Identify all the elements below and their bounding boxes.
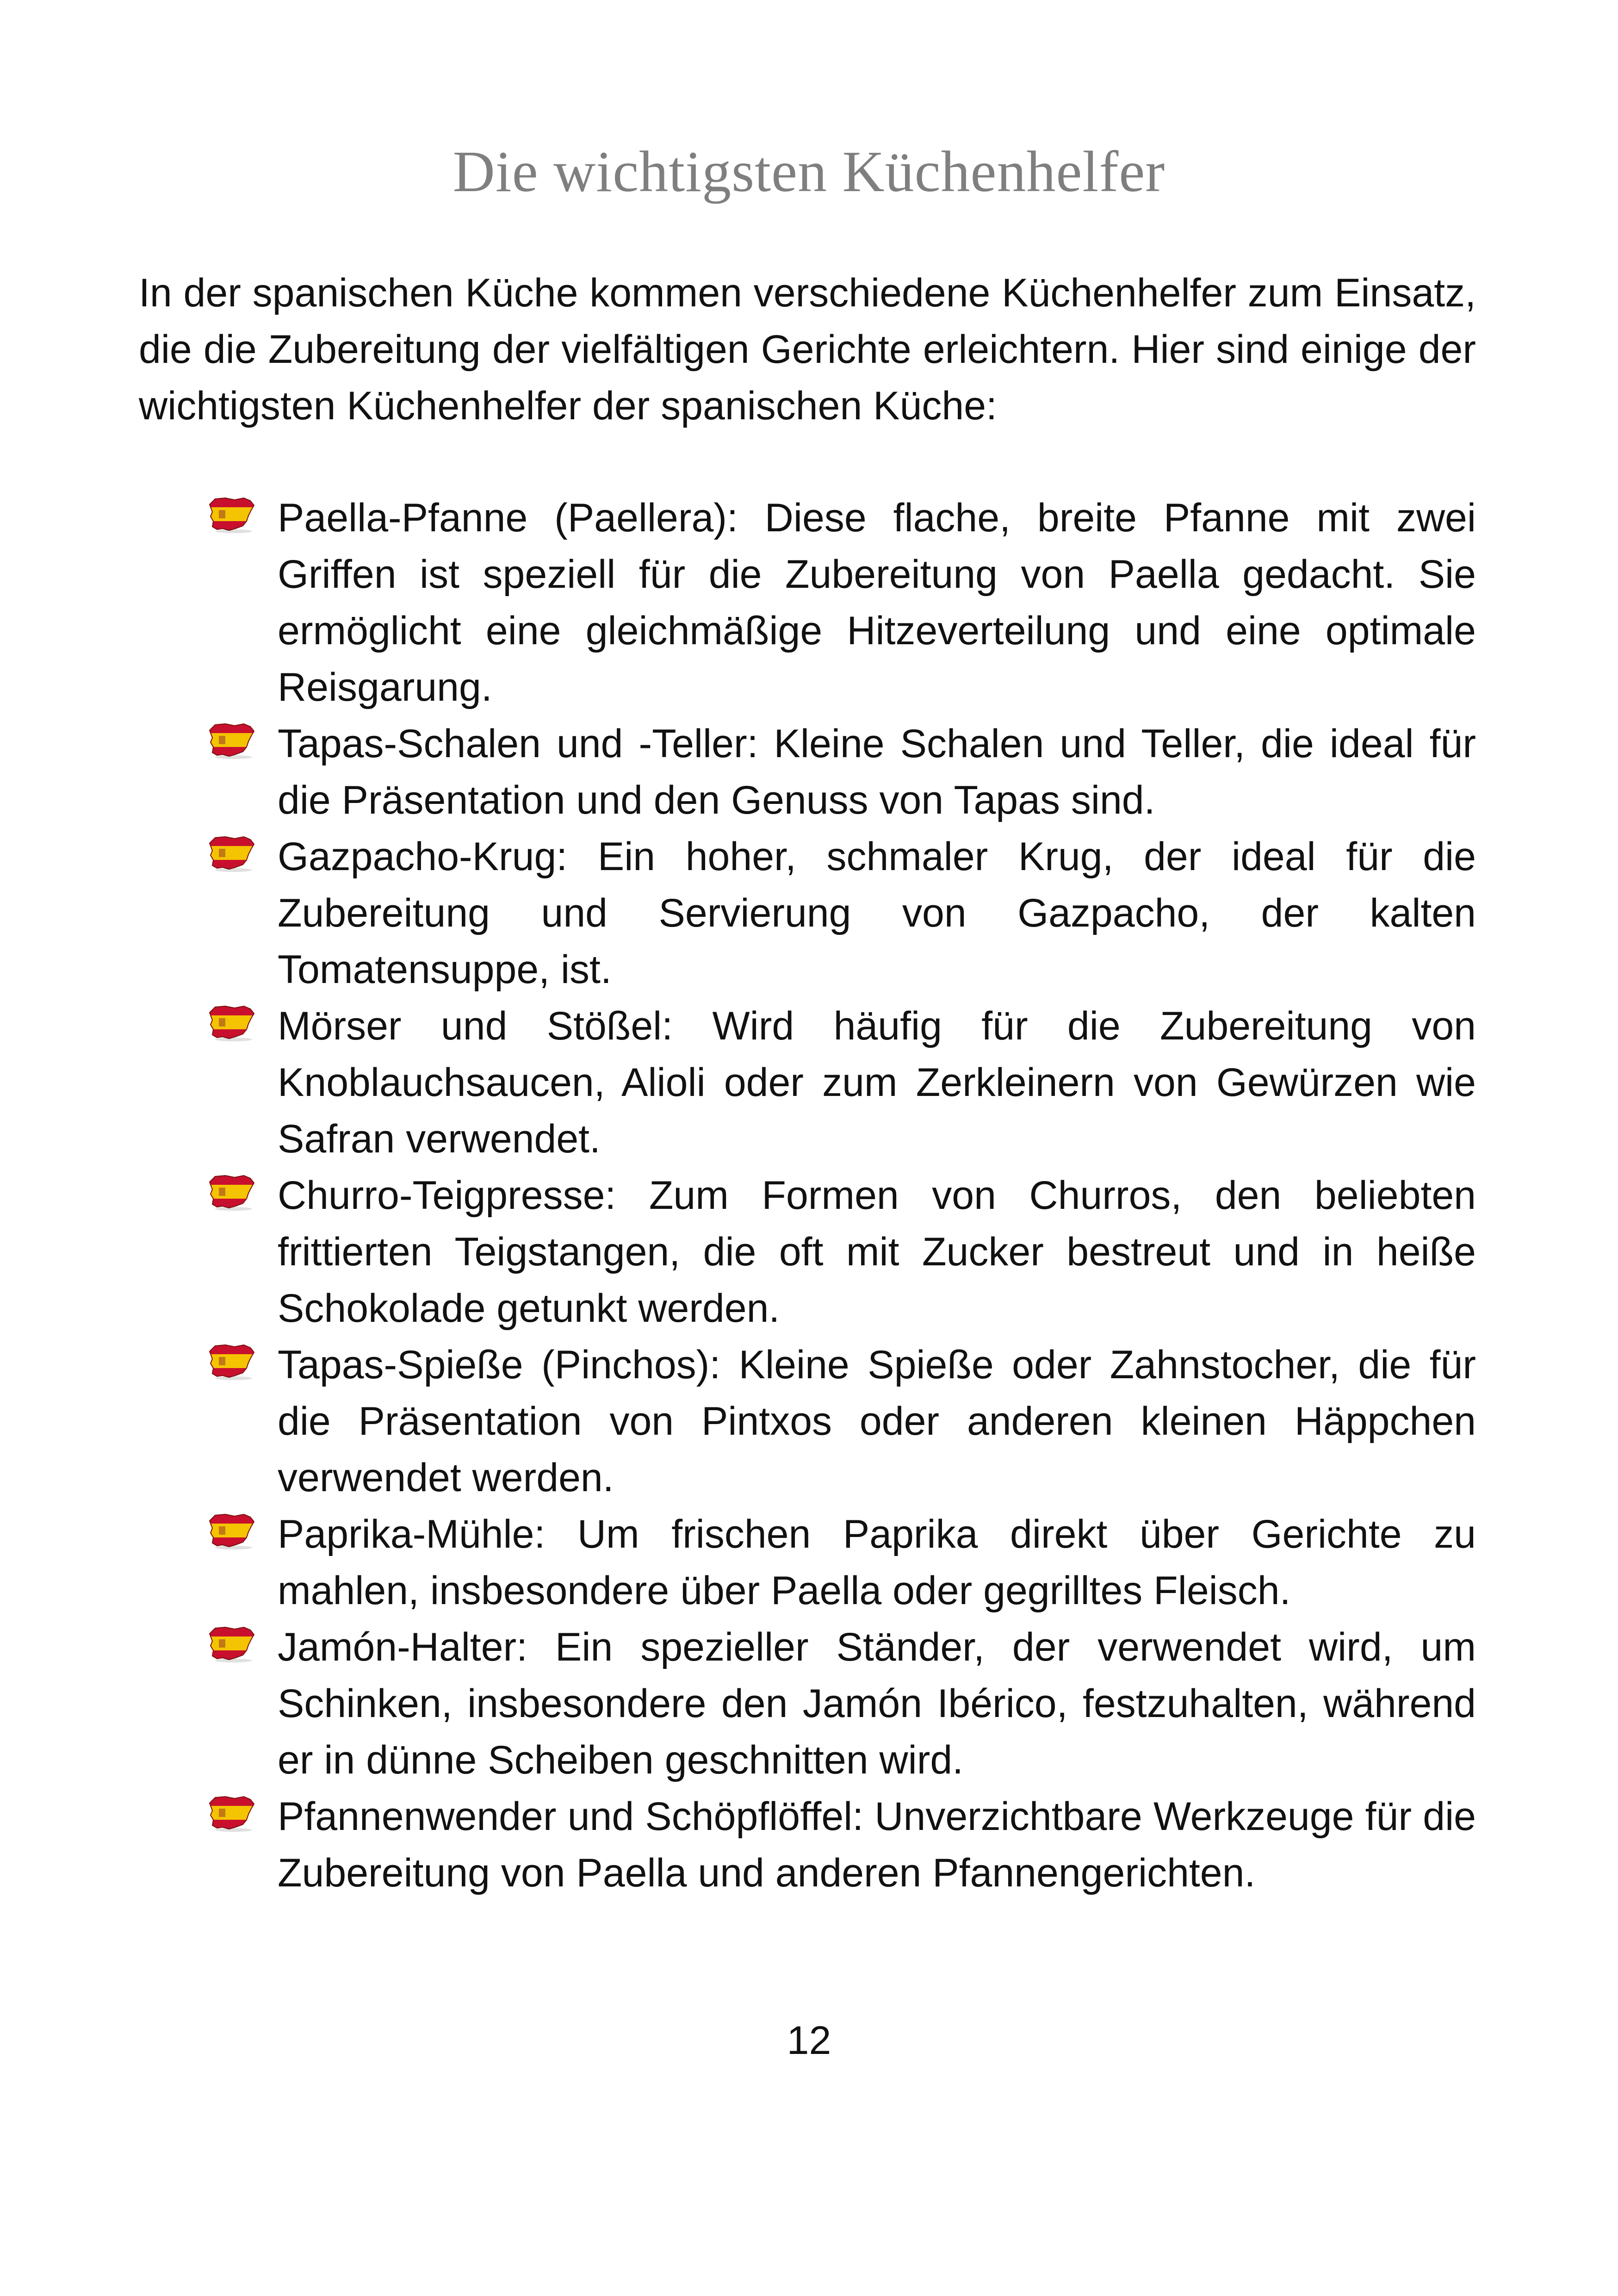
page-title: Die wichtigsten Küchenhelfer [453,140,1165,204]
kitchen-tools-list [206,490,1476,1901]
spain-flag-map-icon [206,1624,257,1662]
list-item [206,1619,1476,1788]
spain-flag-map-icon [206,494,257,533]
spain-flag-map-icon [206,1793,257,1832]
list-item [206,1506,1476,1619]
list-item [206,1337,1476,1506]
list-item-text: Gazpacho-Krug: Ein hoher, schmaler Krug, der ideal für die Zubereitung und Servierung von Gazpacho, der kalten Tomatensuppe, ist. [278,834,1476,992]
intro-paragraph: In der spanischen Küche kommen verschiedene Küchenhelfer zum Einsatz, die die Zubereitung der vielfältigen Gerichte erleichtern. Hier sind einige der wichtigsten Küchenhelfer der spanischen Küche: [139,271,1476,428]
list-item [206,828,1476,998]
list-item-text: Paella-Pfanne (Paellera): Diese flache, breite Pfanne mit zwei Griffen ist speziell für die Zubereitung von Paella gedacht. Sie ermöglicht eine gleichmäßige Hitzeverteilung und eine optimale Reisgarung. [278,496,1476,709]
spain-flag-map-icon [206,1002,257,1041]
spain-flag-map-icon [206,1172,257,1211]
list-item [206,490,1476,716]
list-item-text: Mörser und Stößel: Wird häufig für die Zubereitung von Knoblauchsaucen, Alioli oder zum Zerkleinern von Gewürzen wie Safran verwendet. [278,1004,1476,1161]
spain-flag-map-icon [206,720,257,759]
spain-flag-map-icon [206,1341,257,1380]
list-item [206,1167,1476,1337]
spain-flag-map-icon [206,1511,257,1549]
list-item-text: Paprika-Mühle: Um frischen Paprika direkt über Gerichte zu mahlen, insbesondere über Paella oder gegrilltes Fleisch. [278,1512,1476,1613]
list-item-text: Pfannenwender und Schöpflöffel: Unverzichtbare Werkzeuge für die Zubereitung von Paella und anderen Pfannengerichten. [278,1794,1476,1895]
list-item [206,1788,1476,1901]
list-item-text: Jamón-Halter: Ein spezieller Ständer, der verwendet wird, um Schinken, insbesondere den Jamón Ibérico, festzuhalten, während er in dünne Scheiben geschnitten wird. [278,1625,1476,1782]
spain-flag-map-icon [206,833,257,872]
list-item-text: Tapas-Schalen und -Teller: Kleine Schalen und Teller, die ideal für die Präsentation und den Genuss von Tapas sind. [278,722,1476,822]
list-item [206,716,1476,828]
page-number: 12 [787,2018,831,2063]
list-item-text: Tapas-Spieße (Pinchos): Kleine Spieße oder Zahnstocher, die für die Präsentation von Pintxos oder anderen kleinen Häppchen verwendet werden. [278,1343,1476,1500]
list-item-text: Churro-Teigpresse: Zum Formen von Churros, den beliebten frittierten Teigstangen, die oft mit Zucker bestreut und in heiße Schokolade getunkt werden. [278,1173,1476,1331]
list-item [206,998,1476,1167]
